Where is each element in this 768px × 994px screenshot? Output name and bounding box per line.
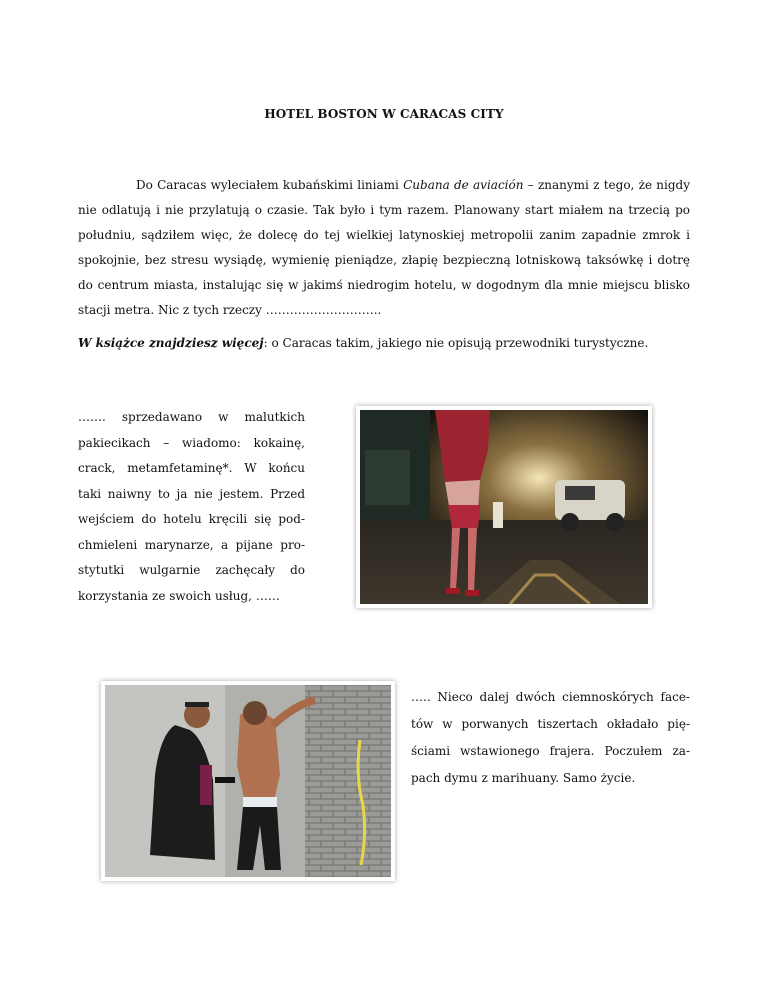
book-teaser-text: : o Caracas takim, jakiego nie opisują przewodniki turystyczne.: [263, 336, 649, 350]
book-teaser-lead: W książce znajdziesz więcej: [78, 336, 264, 350]
street-fight-photo: [101, 681, 395, 881]
book-teaser: [78, 333, 690, 353]
intro-text-start: Do Caracas wyleciałem kubańskimi liniami: [136, 178, 404, 192]
street-night-photo: [356, 406, 652, 608]
airline-name: Cubana de aviación: [403, 178, 524, 192]
document-title: HOTEL BOSTON W CARACAS CITY: [264, 107, 504, 121]
street-night-photo-image: [360, 410, 648, 604]
left-column-text: ……. sprzedawano w malutkich pakiecikach – wiadomo: kokainę, crack, metamfetaminę*. W końcu taki naiwny to ja nie jestem. Przed wejściem do hotelu kręcili się podchmieleni marynarze, a pijane prostytutki wulgarnie zachęcały do korzystania ze swoich usług, ……: [78, 410, 305, 603]
intro-text-rest: – znanymi z tego, że nigdy nie odlatują i nie przylatują o czasie. Tak było i tym razem. Planowany start miałem na trzecią po południu, sądziłem więc, że dolecę do tej wielkiej latynoskiej metropolii zanim zapadnie zmrok i spokojnie, bez stresu wysiądę, wymienię pieniądze, złapię bezpieczną lotniskową taksówkę i dotrę do centrum miasta, instalując się w jakimś niedrogim hotelu, w dogodnym dla mnie miejscu blisko stacji metra. Nic z tych rzeczy ………………………..: [78, 178, 691, 317]
right-column-text: ….. Nieco dalej dwóch ciemnoskórych facetów w porwanych tiszertach okładało pięściami wstawionego frajera. Poczułem zapach dymu z marihuany. Samo życie.: [411, 690, 690, 785]
street-fight-photo-image: [105, 685, 391, 877]
intro-paragraph: [78, 173, 690, 323]
